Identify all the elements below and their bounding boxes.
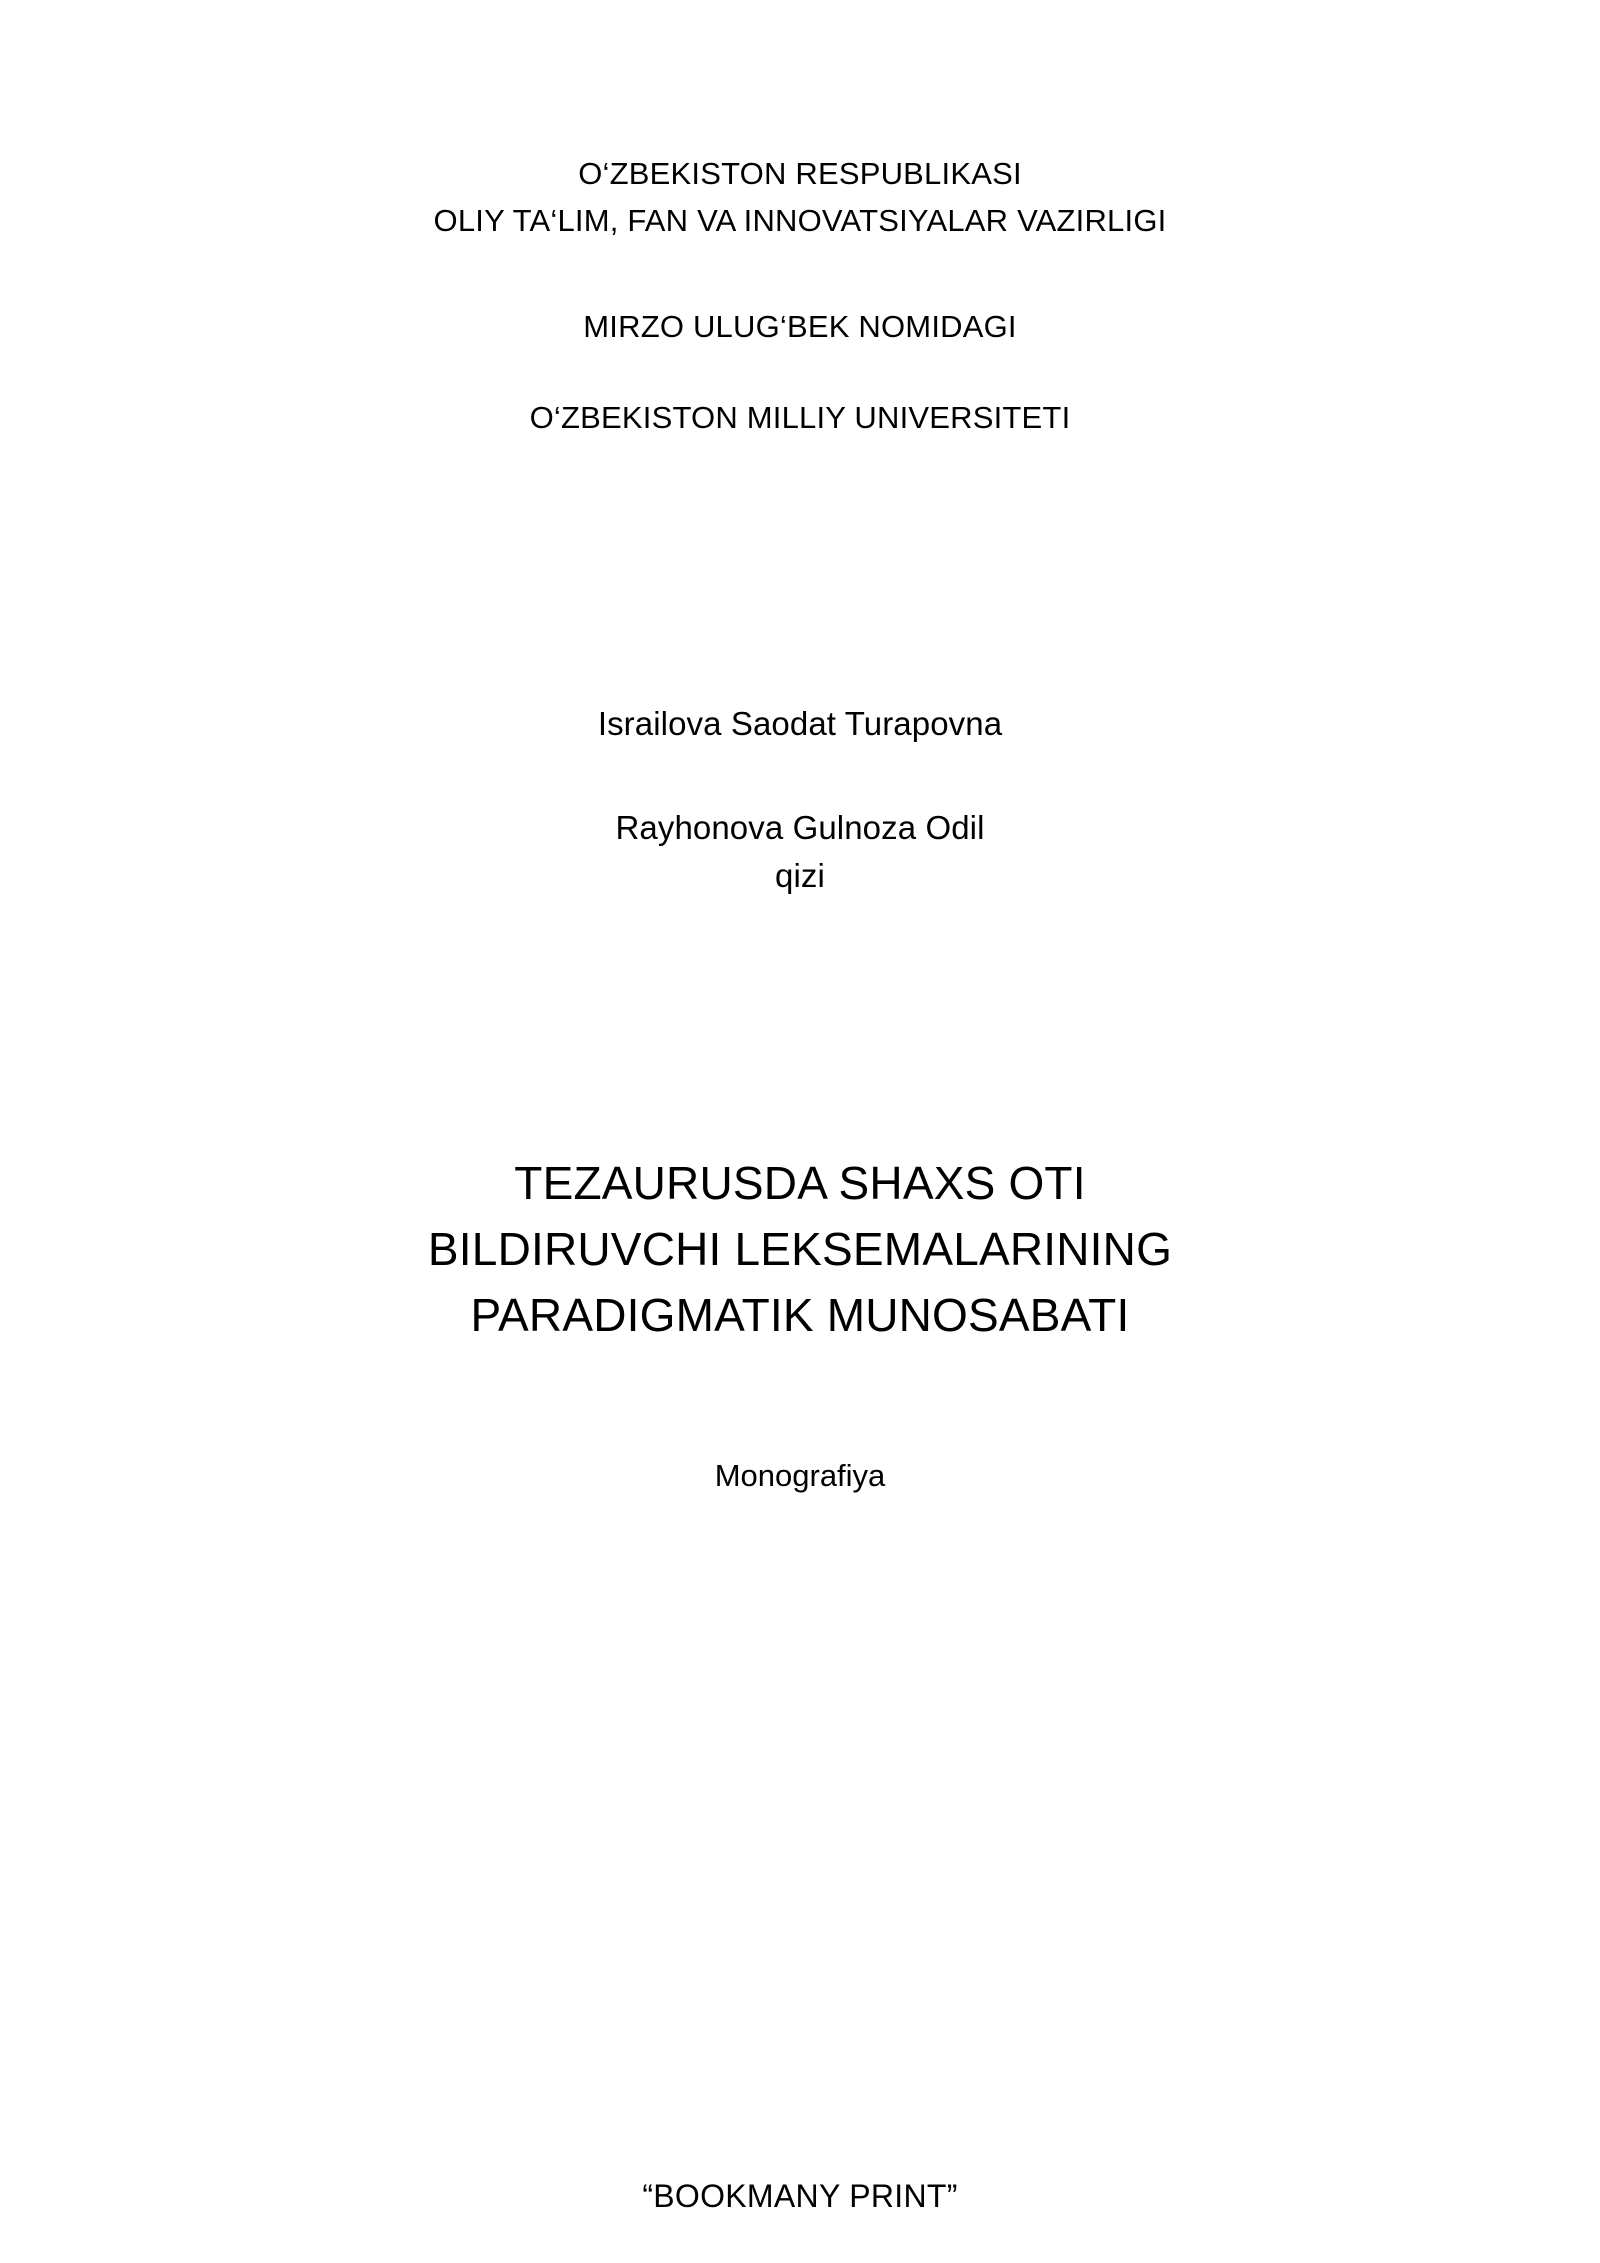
authors-spacer <box>0 748 1600 804</box>
ministry-heading <box>0 150 1600 244</box>
author-name-2-suffix: qizi <box>775 857 825 894</box>
ministry-line-1: O‘ZBEKISTON RESPUBLIKASI <box>578 156 1022 191</box>
authors-list <box>0 700 1600 900</box>
page-title <box>0 1150 1600 1348</box>
title-line-1: TEZAURUSDA SHAXS OTI <box>514 1157 1086 1209</box>
title-line-2: BILDIRUVCHI LEKSEMALARINING <box>427 1223 1173 1275</box>
ministry-line-2: OLIY TA‘LIM, FAN VA INNOVATSIYALAR VAZIRLIGI <box>433 203 1167 238</box>
university-heading <box>0 303 1600 441</box>
university-line-2: O‘ZBEKISTON MILLIY UNIVERSITETI <box>529 400 1071 435</box>
publisher-name: “BOOKMANY PRINT” <box>642 2178 958 2214</box>
title-line-3: PARADIGMATIK MUNOSABATI <box>470 1289 1130 1341</box>
university-line-1: MIRZO ULUG‘BEK NOMIDAGI <box>583 309 1017 344</box>
heading-spacer <box>0 350 1600 394</box>
document-subtitle: Monografiya <box>714 1458 886 1493</box>
author-name-2: Rayhonova Gulnoza Odil <box>615 809 985 846</box>
author-name-1: Israilova Saodat Turapovna <box>597 705 1003 742</box>
